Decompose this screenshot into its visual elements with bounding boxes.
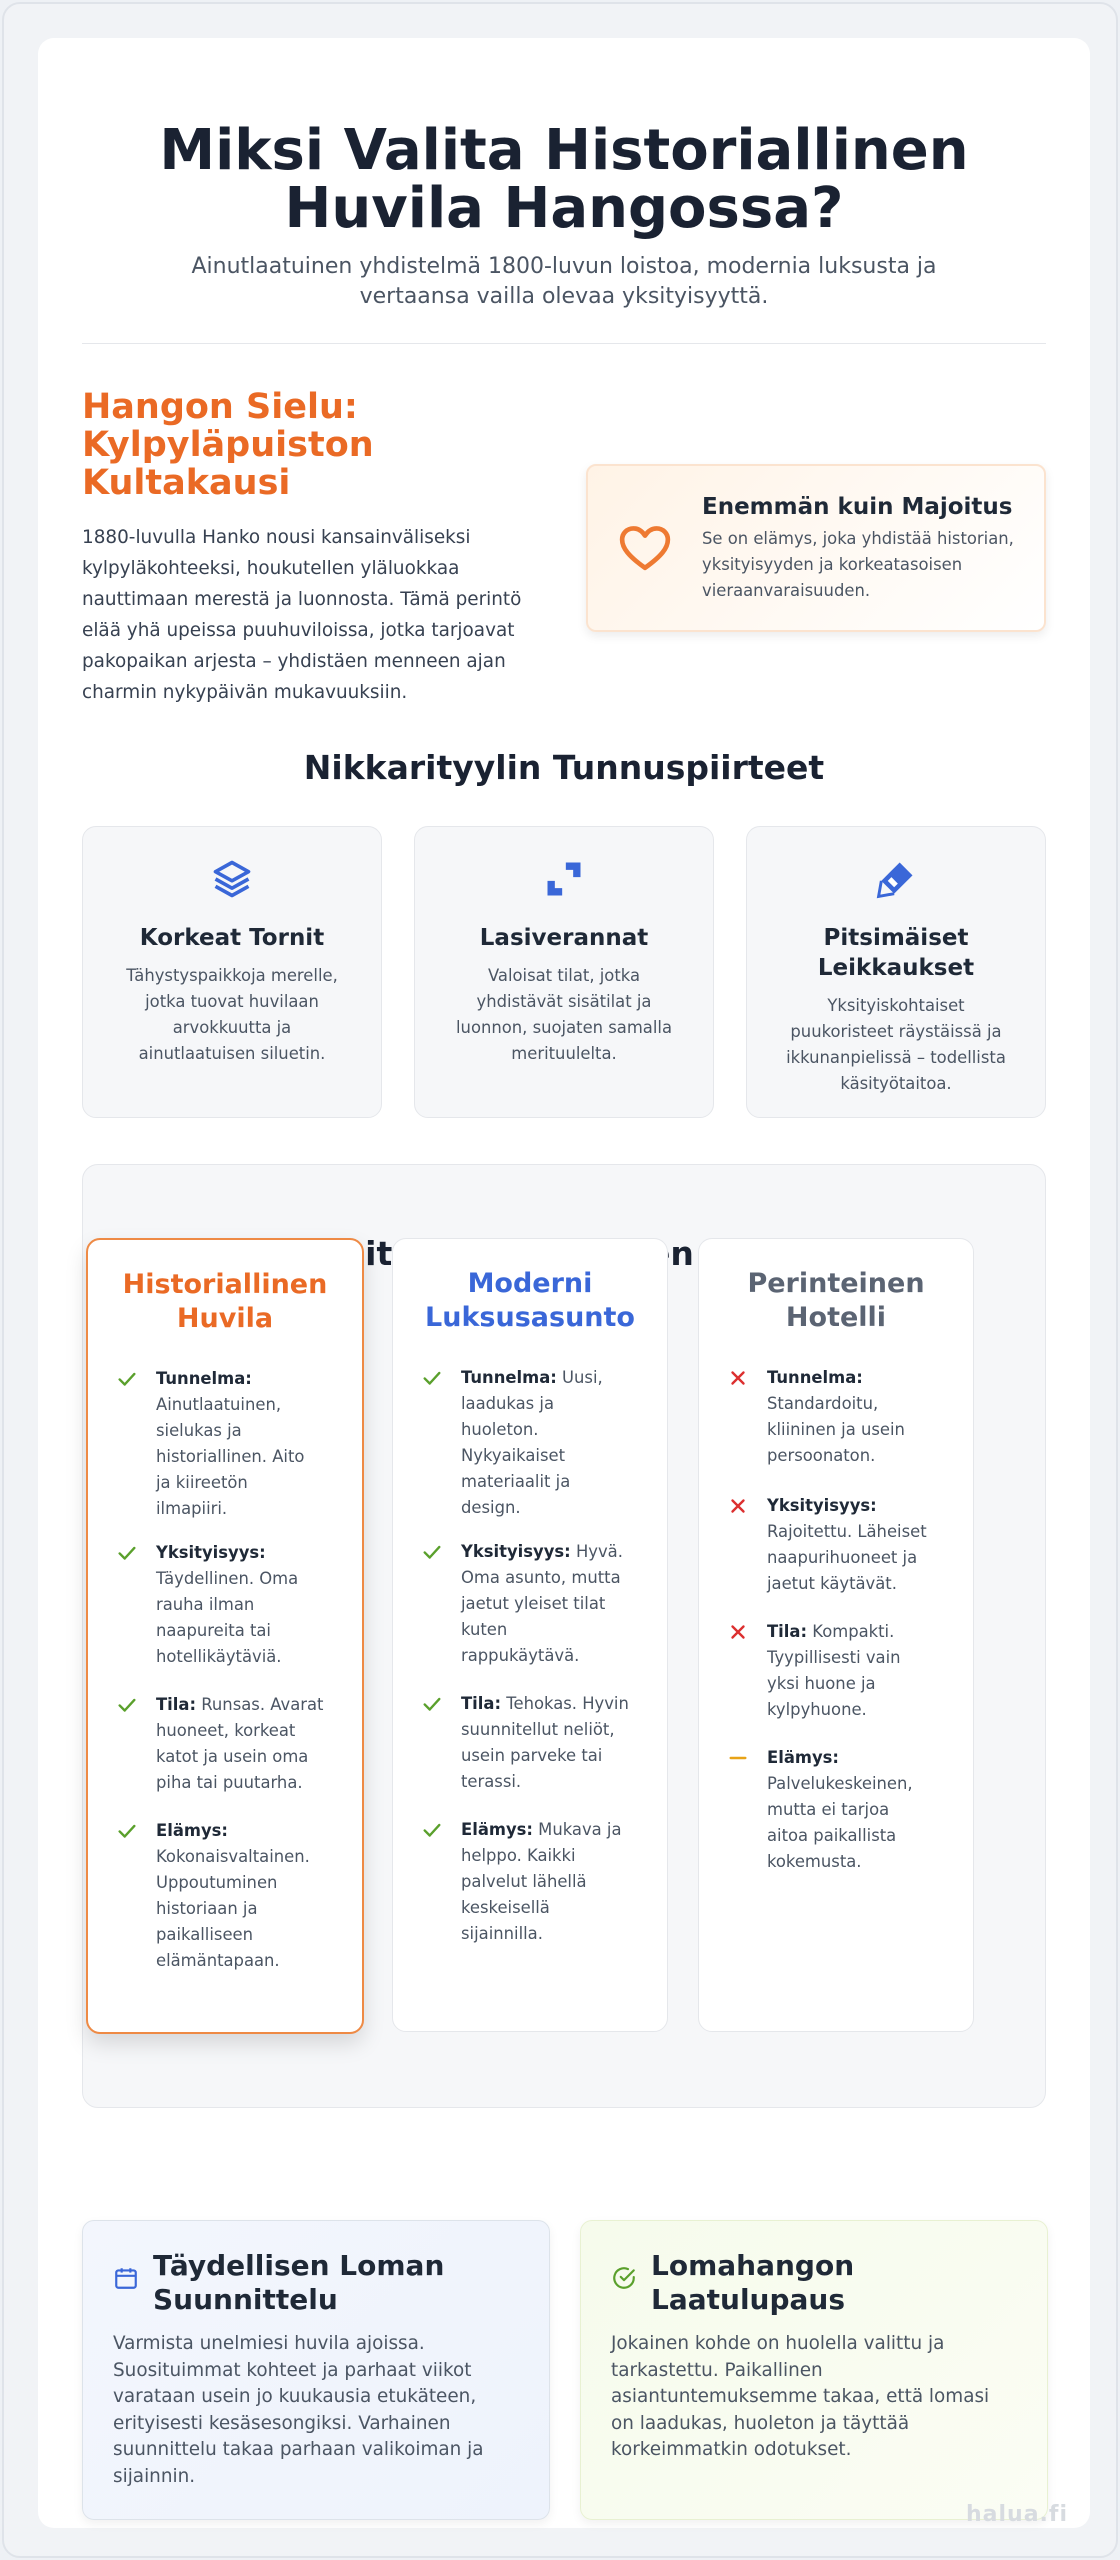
comparison-item-text <box>767 1619 935 1723</box>
comparison-item-label: Tila: <box>156 1695 197 1714</box>
feature-text: Yksityiskohtaiset puukoristeet räystäissä ja ikkunanpielissä – todellista käsityötaitoa. <box>786 996 1006 1093</box>
history-text: 1880-luvulla Hanko nousi kansainväliseksi kylpyläkohteeksi, houkutellen yläluokkaa nauttimaan merestä ja luonnosta. Tämä perintö elää yhä upeissa puuhuviloissa, jotka tarjoavat pakopaikan arjesta – yhdistäen menneen ajan charmin nykypäivän mukavuuksiin. <box>82 527 522 703</box>
check-icon <box>421 1693 443 1715</box>
comparison-column <box>698 1238 974 2032</box>
comparison-item-text <box>767 1493 935 1597</box>
page-title <box>82 118 1046 241</box>
comparison-column <box>86 1238 364 2034</box>
feature-text: Tähystyspaikkoja merelle, jotka tuovat huvilaan arvokkuutta ja ainutlaatuisen siluetin. <box>126 966 338 1063</box>
feature-card-towers <box>82 826 382 1118</box>
cross-icon <box>727 1495 749 1517</box>
comparison-item-label: Elämys: <box>156 1821 228 1840</box>
comparison-item-label: Yksityisyys: <box>156 1543 266 1562</box>
comparison-item-label: Tunnelma: <box>461 1368 557 1387</box>
comparison-item-label: Tila: <box>461 1694 502 1713</box>
comparison-item-value: Rajoitettu. Läheiset naapurihuoneet ja jaetut käytävät. <box>767 1522 927 1593</box>
highlight-title: Enemmän kuin Majoitus <box>702 494 1013 520</box>
comparison-item-text <box>461 1365 629 1521</box>
comparison-item-text <box>461 1691 629 1795</box>
expand-icon <box>542 857 586 901</box>
layers-icon <box>210 857 254 901</box>
comparison-item-label: Tunnelma: <box>767 1368 863 1387</box>
calendar-icon <box>113 2265 139 2291</box>
comparison-item-text <box>461 1539 629 1669</box>
comparison-item-label: Yksityisyys: <box>767 1496 877 1515</box>
comparison-item-label: Tunnelma: <box>156 1369 252 1388</box>
check-icon <box>421 1819 443 1841</box>
comparison-item-value: Kokonaisvaltainen. Uppoutuminen historiaan ja paikalliseen elämäntapaan. <box>156 1847 310 1970</box>
feature-card-verandas <box>414 826 714 1118</box>
comparison-item-text <box>156 1818 324 1974</box>
comparison-item-value: Palvelukeskeinen, mutta ei tarjoa aitoa paikallista kokemusta. <box>767 1774 913 1871</box>
history-title: Hangon Sielu: Kylpyläpuiston Kultakausi <box>82 387 374 503</box>
planning-text: Varmista unelmiesi huvila ajoissa. Suosituimmat kohteet ja parhaat viikot varataan usein jo kuukausia etukäteen, erityisesti kesäsesongiksi. Varhainen suunnittelu takaa parhaan valikoiman ja sijainnin. <box>113 2333 484 2487</box>
feature-title: Korkeat Tornit <box>139 925 325 951</box>
comparison-item-label: Yksityisyys: <box>461 1542 571 1561</box>
comparison-item-value: Tehokas. Hyvin suunnitellut neliöt, usein parveke tai terassi. <box>461 1694 629 1791</box>
comparison-item-value: Mukava ja helppo. Kaikki palvelut lähellä keskeisellä sijainnilla. <box>461 1820 622 1943</box>
quality-card <box>580 2220 1048 2520</box>
comparison-item-value: Kompakti. Tyypillisesti vain yksi huone ja kylpyhuone. <box>767 1622 901 1719</box>
page-subtitle: Ainutlaatuinen yhdistelmä 1800-luvun loistoa, modernia luksusta ja vertaansa vailla olevaa yksityisyyttä. <box>191 254 937 309</box>
highlight-box <box>586 464 1046 632</box>
comparison-item-text <box>461 1817 629 1947</box>
comparison-item-value: Standardoitu, kliininen ja usein persoonaton. <box>767 1394 905 1465</box>
check-icon <box>116 1694 138 1716</box>
comparison-column <box>392 1238 668 2032</box>
page-title-line1: Miksi Valita Historiallinen <box>159 118 969 183</box>
content-card <box>38 38 1090 2528</box>
comparison-column-title: Perinteinen Hotelli <box>747 1268 925 1333</box>
check-circle-icon <box>611 2265 637 2291</box>
check-icon <box>116 1368 138 1390</box>
comparison-item-text <box>767 1745 935 1875</box>
comparison-item-label: Tila: <box>767 1622 808 1641</box>
comparison-item-value: Ainutlaatuinen, sielukas ja historiallinen. Aito ja kiireetön ilmapiiri. <box>156 1395 305 1518</box>
dash-icon <box>727 1747 749 1769</box>
comparison-item-value: Uusi, laadukas ja huoleton. Nykyaikaiset materiaalit ja design. <box>461 1368 603 1517</box>
comparison-item-text <box>156 1540 324 1670</box>
comparison-column-title: Historiallinen Huvila <box>122 1269 328 1334</box>
feature-title: Lasiverannat <box>479 925 649 951</box>
comparison-item-text <box>767 1365 935 1469</box>
feature-card-carvings <box>746 826 1046 1118</box>
page-frame <box>2 2 1118 2558</box>
highlight-text: Se on elämys, joka yhdistää historian, yksityisyyden ja korkeatasoisen vieraanvaraisuuden. <box>702 529 1014 600</box>
feature-text: Valoisat tilat, jotka yhdistävät sisätilat ja luonnon, suojaten samalla merituulelta. <box>456 966 672 1063</box>
check-icon <box>421 1541 443 1563</box>
page-title-line2: Huvila Hangossa? <box>284 176 844 241</box>
check-icon <box>116 1820 138 1842</box>
divider <box>82 343 1046 344</box>
feature-title: Pitsimäiset Leikkaukset <box>817 925 975 981</box>
watermark: halua.fi <box>966 2502 1069 2527</box>
comparison-item-value: Hyvä. Oma asunto, mutta jaetut yleiset tilat kuten rappukäytävä. <box>461 1542 623 1665</box>
comparison-item-value: Runsas. Avarat huoneet, korkeat katot ja usein oma piha tai puutarha. <box>156 1695 324 1792</box>
comparison-column-title: Moderni Luksusasunto <box>425 1268 635 1333</box>
planning-card <box>82 2220 550 2520</box>
cross-icon <box>727 1367 749 1389</box>
check-icon <box>421 1367 443 1389</box>
quality-text: Jokainen kohde on huolella valittu ja tarkastettu. Paikallinen asiantuntemuksemme takaa, että lomasi on laadukas, huoleton ja täyttää korkeimmatkin odotukset. <box>611 2333 990 2460</box>
cross-icon <box>727 1621 749 1643</box>
comparison-item-label: Elämys: <box>461 1820 533 1839</box>
quality-title: Lomahangon Laatulupaus <box>651 2249 855 2316</box>
comparison-item-label: Elämys: <box>767 1748 839 1767</box>
features-title: Nikkarityylin Tunnuspiirteet <box>303 748 825 787</box>
planning-title: Täydellisen Loman Suunnittelu <box>153 2249 445 2316</box>
heart-icon <box>616 520 674 576</box>
check-icon <box>116 1542 138 1564</box>
diamond-pen-icon <box>874 857 918 901</box>
comparison-item-text <box>156 1692 324 1796</box>
comparison-item-value: Täydellinen. Oma rauha ilman naapureita tai hotellikäytäviä. <box>156 1569 299 1666</box>
comparison-item-text <box>156 1366 324 1522</box>
